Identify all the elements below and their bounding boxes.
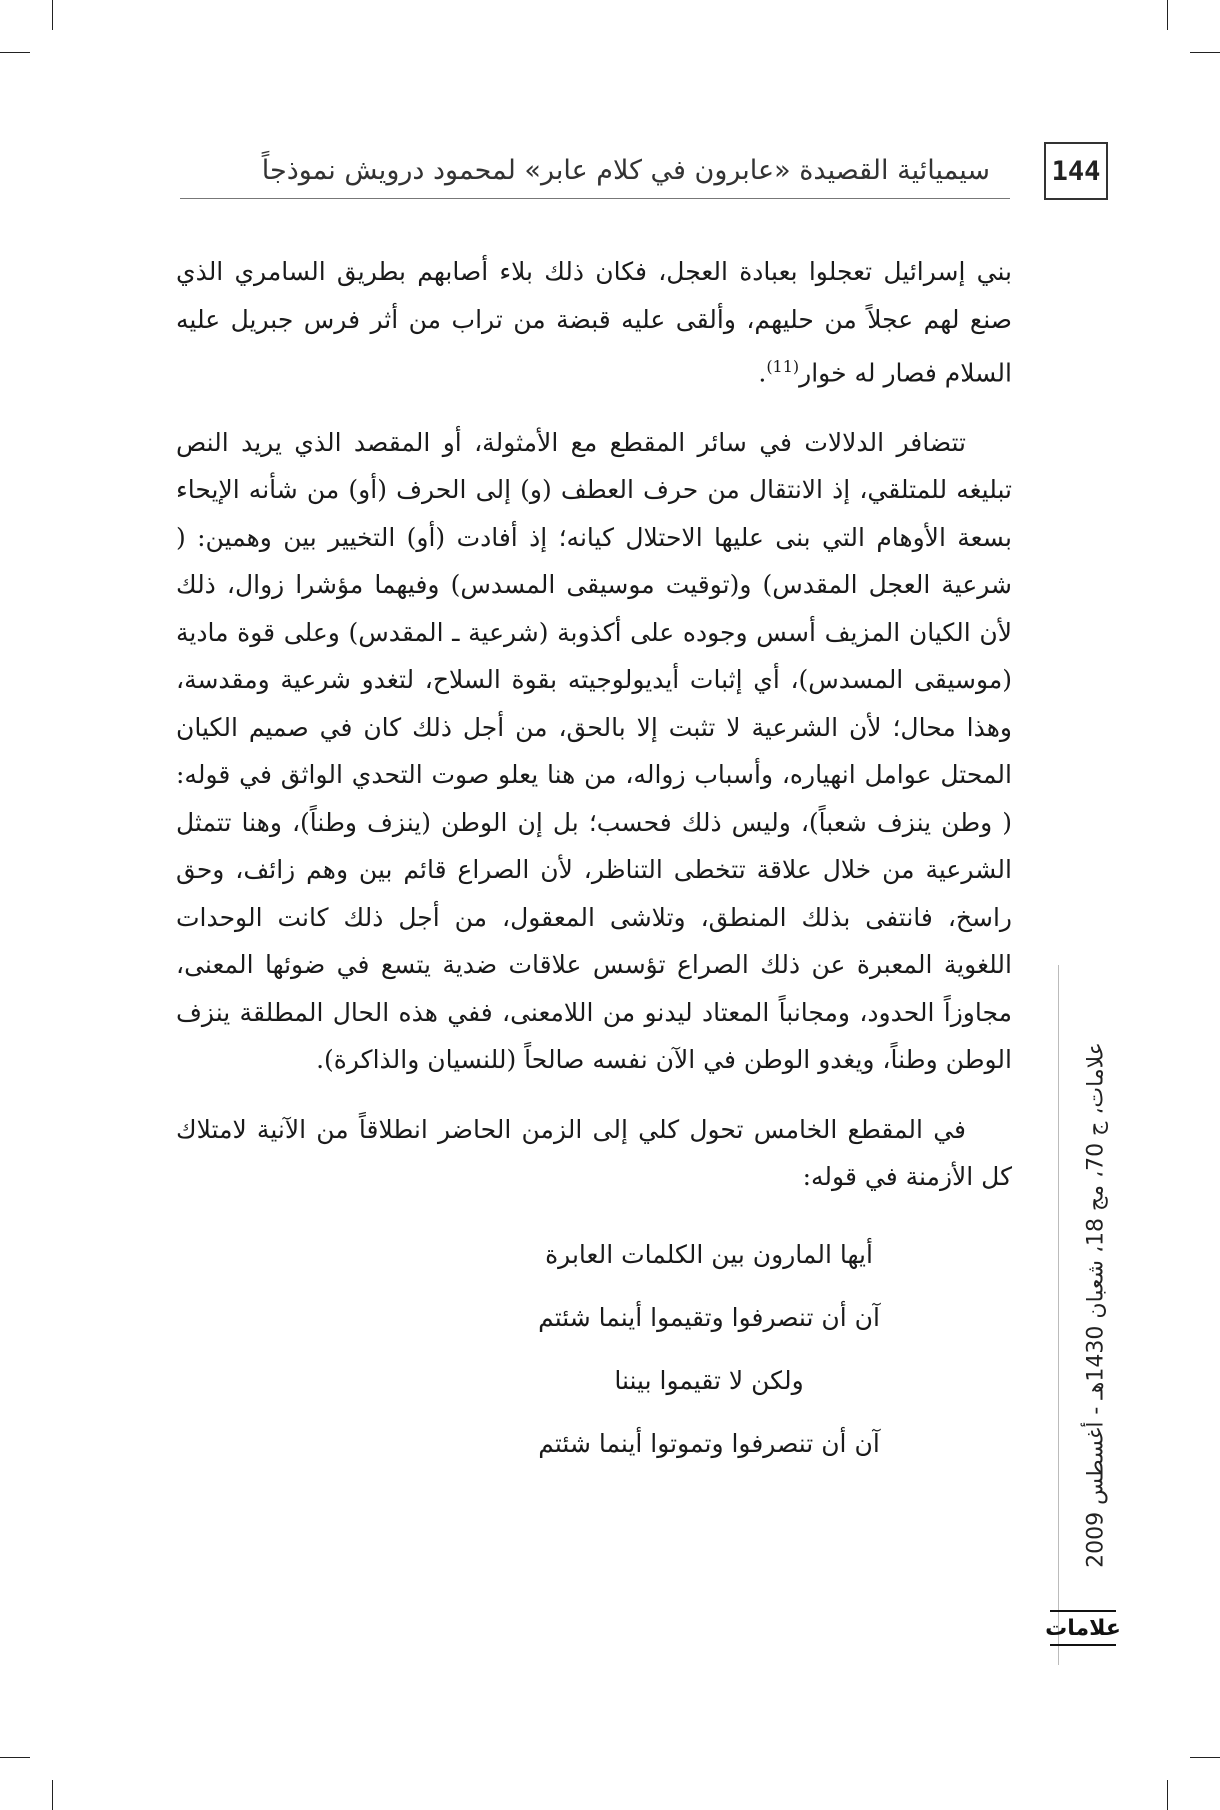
issue-info: علامات، ج 70، مج 18، شعبان 1430هـ - أغسطس 2009 [1083,1042,1109,1568]
poem-line: آن أن تنصرفوا وتموتوا أينما شئتم [538,1428,880,1458]
page-number: 144 [1044,142,1108,200]
running-title: سيميائية القصيدة «عابرون في كلام عابر» لمحمود درويش نموذجاً [261,155,990,186]
crop-mark [52,0,53,30]
header-divider [180,198,1010,199]
crop-mark [1190,1757,1220,1758]
paragraph-2: تتضافر الدلالات في سائر المقطع مع الأمثولة، أو المقصد الذي يريد النص تبليغه للمتلقي، إذ الانتقال من حرف العطف (و) إلى الحرف (أو) من شأنه الإيحاء بسعة الأوهام التي بنى عليها الاحتلال كيانه؛ إذ أفادت (أو) التخيير بين وهمين: ( شرعية العجل المقدس) و(توقيت موسيقى المسدس) وفيهما مؤشرا زوال، ذلك لأن الكيان المزيف أسس وجوده على أكذوبة (شرعية ـ المقدس) وعلى قوة مادية (موسيقى المسدس)، أي إثبات أيديولوجيته بقوة السلاح، لتغدو شرعية ومقدسة، وهذا محال؛ لأن الشرعية لا تثبت إلا بالحق، من أجل ذلك كان في صميم الكيان المحتل عوامل انهياره، وأسباب زواله، من هنا يعلو صوت التحدي الواثق في قوله: ( وطن ينزف شعباً)، وليس ذلك فحسب؛ بل إن الوطن (ينزف وطناً)، وهنا تتمثل الشرعية من خلال علاقة تتخطى التناظر، لأن الصراع قائم بين وهم زائف، وحق راسخ، فانتفى بذلك المنطق، وتلاشى المعقول، من أجل ذلك كانت الوحدات اللغوية المعبرة عن ذلك الصراع تؤسس علاقات ضدية يتسع في ضوئها المعنى، مجاوزاً الحدود، ومجانباً المعتاد ليدنو من اللامعنى، ففي هذه الحال المطلقة ينزف الوطن وطناً، ويغدو الوطن في الآن نفسه صالحاً (للنسيان والذاكرة). [176,427,1012,1075]
footnote-reference[interactable]: (11) [766,357,800,376]
crop-mark [1167,0,1168,30]
poem-excerpt [176,1223,1012,1475]
crop-mark [0,52,30,53]
poem-line: آن أن تنصرفوا وتقيموا أينما شئتم [538,1302,880,1332]
side-divider [1058,965,1059,1665]
crop-mark [52,1780,53,1810]
paragraph-1 [176,248,1012,397]
poem-line: أيها المارون بين الكلمات العابرة [545,1239,873,1269]
issue-info-strip [1076,965,1116,1645]
crop-mark [1167,1780,1168,1810]
crop-mark [1190,52,1220,53]
paragraph-1-text: بني إسرائيل تعجلوا بعبادة العجل، فكان ذلك بلاء أصابهم بطريق السامري الذي صنع لهم عجلاً من حليهم، وألقى عليه قبضة من تراب من أثر فرس جبريل عليه السلام فصار له خوار [176,257,1012,388]
article-body [176,248,1012,1475]
paragraph-1-end: . [758,358,767,388]
poem-line: ولكن لا تقيموا بيننا [614,1365,804,1395]
journal-logo: علامات [1046,1606,1120,1650]
crop-mark [0,1757,30,1758]
paragraph-3: في المقطع الخامس تحول كلي إلى الزمن الحاضر انطلاقاً من الآنية لامتلاك كل الأزمنة في قوله: [176,1114,1012,1192]
